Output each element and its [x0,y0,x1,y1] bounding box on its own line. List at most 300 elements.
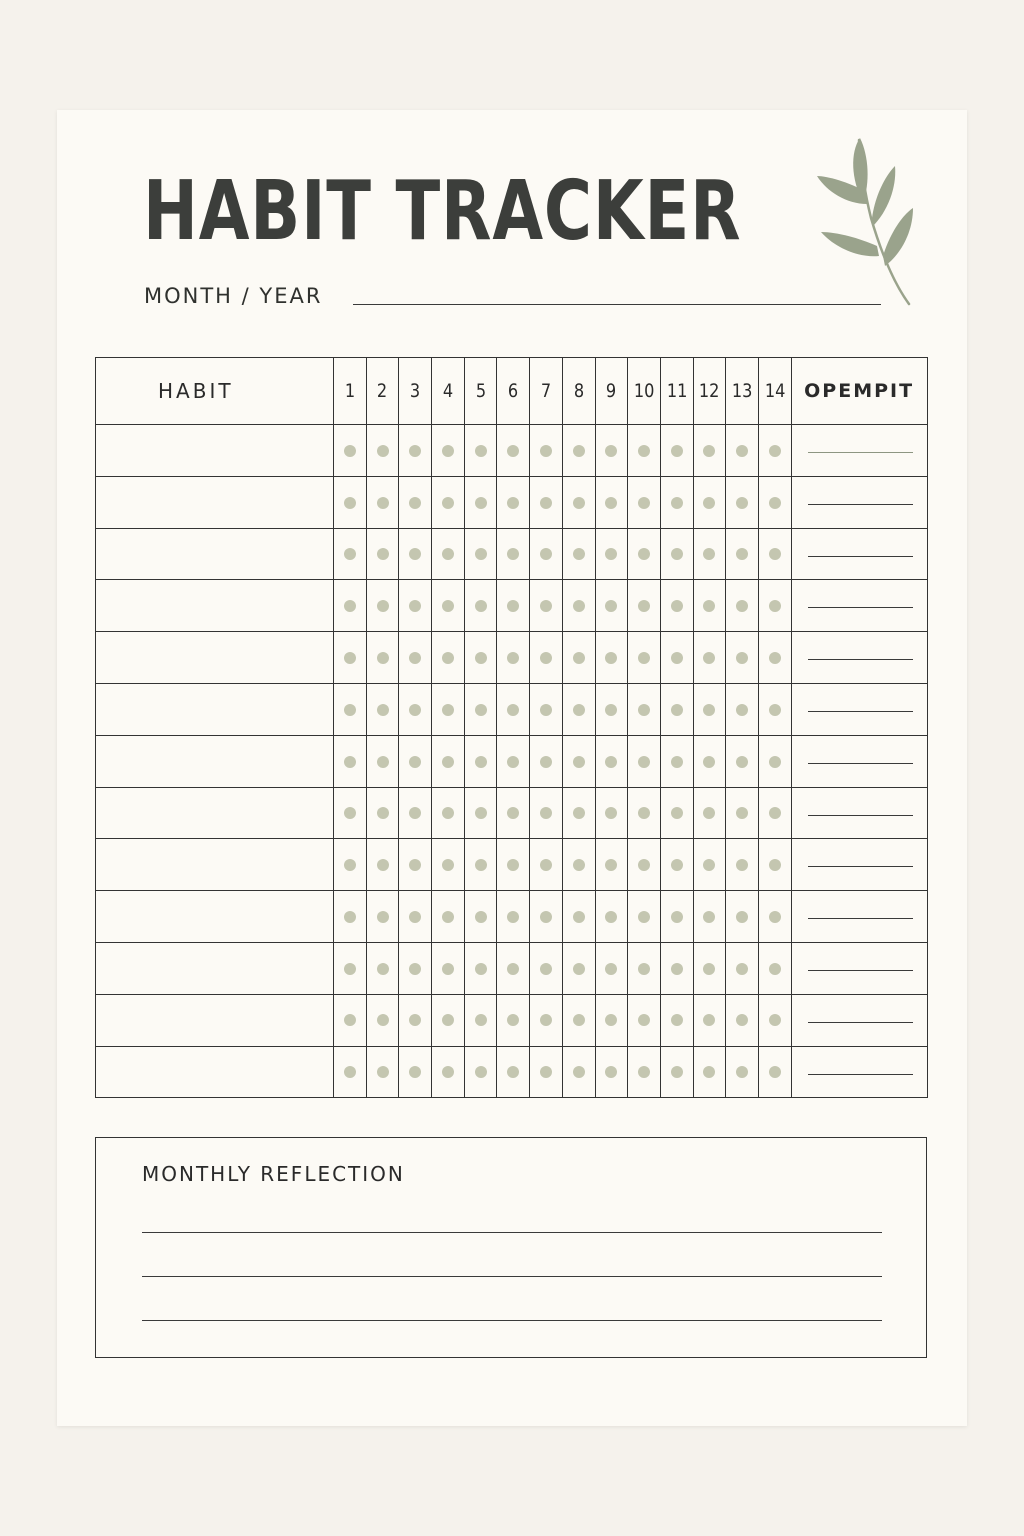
tracking-dot [507,807,519,819]
day-checkbox-cell[interactable] [334,1046,367,1098]
day-checkbox-cell[interactable] [530,476,563,528]
tracking-dot [638,704,650,716]
day-checkbox-cell[interactable] [758,735,791,787]
tracking-dot [736,548,748,560]
day-checkbox-cell[interactable] [660,476,693,528]
day-checkbox-cell[interactable] [464,942,497,994]
day-checkbox-cell[interactable] [693,735,726,787]
day-checkbox-cell[interactable] [628,839,661,891]
day-checkbox-cell[interactable] [399,1046,432,1098]
tracking-dot [736,963,748,975]
day-checkbox-cell[interactable] [530,787,563,839]
tracking-dot [540,497,552,509]
tracking-dot [769,963,781,975]
day-checkbox-cell[interactable] [432,683,465,735]
day-header-14 [758,358,791,425]
tracking-dot [540,1014,552,1026]
day-checkbox-cell[interactable] [399,787,432,839]
tracking-dot [475,911,487,923]
write-in-line [808,711,913,712]
tracking-dot [540,704,552,716]
extra-column-cell[interactable] [791,735,927,787]
day-checkbox-cell[interactable] [726,942,759,994]
tracking-dot [377,756,389,768]
habit-name-cell[interactable] [96,528,334,580]
day-checkbox-cell[interactable] [726,476,759,528]
day-number: 1 [344,380,355,402]
tracking-dot [540,1066,552,1078]
day-checkbox-cell[interactable] [399,632,432,684]
habit-name-cell[interactable] [96,632,334,684]
day-checkbox-cell[interactable] [334,994,367,1046]
day-checkbox-cell[interactable] [432,476,465,528]
day-checkbox-cell[interactable] [726,735,759,787]
habit-name-cell[interactable] [96,735,334,787]
day-checkbox-cell[interactable] [464,1046,497,1098]
habit-row [96,528,928,580]
habit-name-cell[interactable] [96,994,334,1046]
day-checkbox-cell[interactable] [562,683,595,735]
tracking-dot [540,859,552,871]
tracking-dot [377,1014,389,1026]
day-checkbox-cell[interactable] [628,528,661,580]
day-checkbox-cell[interactable] [530,735,563,787]
day-checkbox-cell[interactable] [334,942,367,994]
day-checkbox-cell[interactable] [497,839,530,891]
day-checkbox-cell[interactable] [726,580,759,632]
day-checkbox-cell[interactable] [366,735,399,787]
tracking-dot [671,911,683,923]
habit-name-cell[interactable] [96,580,334,632]
write-in-line [808,866,913,867]
day-checkbox-cell[interactable] [726,839,759,891]
day-checkbox-cell[interactable] [432,632,465,684]
day-checkbox-cell[interactable] [562,528,595,580]
day-checkbox-cell[interactable] [334,580,367,632]
tracking-dot [605,497,617,509]
day-checkbox-cell[interactable] [595,632,628,684]
day-checkbox-cell[interactable] [726,683,759,735]
tracking-dot [638,911,650,923]
day-checkbox-cell[interactable] [693,476,726,528]
day-checkbox-cell[interactable] [562,787,595,839]
tracking-dot [540,652,552,664]
reflection-write-line[interactable] [142,1232,882,1233]
day-checkbox-cell[interactable] [726,425,759,477]
day-checkbox-cell[interactable] [595,683,628,735]
day-checkbox-cell[interactable] [497,683,530,735]
day-checkbox-cell[interactable] [693,528,726,580]
extra-column-cell[interactable] [791,528,927,580]
day-checkbox-cell[interactable] [595,942,628,994]
extra-column-cell[interactable] [791,1046,927,1098]
day-checkbox-cell[interactable] [497,528,530,580]
tracking-dot [442,859,454,871]
day-checkbox-cell[interactable] [660,425,693,477]
day-checkbox-cell[interactable] [399,683,432,735]
tracking-dot [442,497,454,509]
day-checkbox-cell[interactable] [497,632,530,684]
day-checkbox-cell[interactable] [530,994,563,1046]
day-checkbox-cell[interactable] [726,994,759,1046]
day-checkbox-cell[interactable] [595,1046,628,1098]
day-checkbox-cell[interactable] [628,891,661,943]
tracking-dot [638,548,650,560]
day-checkbox-cell[interactable] [366,1046,399,1098]
extra-column-cell[interactable] [791,476,927,528]
day-checkbox-cell[interactable] [660,683,693,735]
day-checkbox-cell[interactable] [726,891,759,943]
day-checkbox-cell[interactable] [399,580,432,632]
day-checkbox-cell[interactable] [334,425,367,477]
tracking-dot [769,497,781,509]
day-checkbox-cell[interactable] [399,839,432,891]
day-checkbox-cell[interactable] [660,1046,693,1098]
day-checkbox-cell[interactable] [758,528,791,580]
day-checkbox-cell[interactable] [660,891,693,943]
day-checkbox-cell[interactable] [628,787,661,839]
extra-column-cell[interactable] [791,425,927,477]
day-checkbox-cell[interactable] [530,839,563,891]
tracking-dot [736,1014,748,1026]
day-checkbox-cell[interactable] [530,891,563,943]
day-checkbox-cell[interactable] [726,632,759,684]
day-checkbox-cell[interactable] [758,476,791,528]
day-checkbox-cell[interactable] [432,528,465,580]
day-checkbox-cell[interactable] [758,683,791,735]
day-checkbox-cell[interactable] [366,891,399,943]
day-checkbox-cell[interactable] [562,425,595,477]
day-checkbox-cell[interactable] [366,994,399,1046]
day-checkbox-cell[interactable] [530,580,563,632]
day-checkbox-cell[interactable] [628,942,661,994]
tracking-dot [671,963,683,975]
tracking-dot [769,704,781,716]
day-checkbox-cell[interactable] [334,735,367,787]
day-checkbox-cell[interactable] [497,425,530,477]
day-checkbox-cell[interactable] [726,787,759,839]
day-checkbox-cell[interactable] [595,994,628,1046]
day-checkbox-cell[interactable] [399,891,432,943]
tracking-dot [475,1014,487,1026]
day-checkbox-cell[interactable] [497,580,530,632]
day-checkbox-cell[interactable] [366,787,399,839]
grid-header-row [96,358,928,425]
day-checkbox-cell[interactable] [464,425,497,477]
day-checkbox-cell[interactable] [432,994,465,1046]
habit-column-header: HABIT [96,358,334,425]
day-checkbox-cell[interactable] [432,839,465,891]
tracking-dot [573,1066,585,1078]
day-checkbox-cell[interactable] [432,425,465,477]
day-checkbox-cell[interactable] [366,683,399,735]
extra-column-cell[interactable] [791,891,927,943]
day-checkbox-cell[interactable] [595,839,628,891]
habit-name-cell[interactable] [96,942,334,994]
day-checkbox-cell[interactable] [399,994,432,1046]
tracking-dot [638,807,650,819]
day-checkbox-cell[interactable] [399,942,432,994]
day-checkbox-cell[interactable] [758,942,791,994]
tracking-dot [344,911,356,923]
reflection-write-line[interactable] [142,1320,882,1321]
tracking-dot [605,652,617,664]
day-checkbox-cell[interactable] [334,476,367,528]
day-checkbox-cell[interactable] [660,580,693,632]
day-checkbox-cell[interactable] [562,1046,595,1098]
day-checkbox-cell[interactable] [660,994,693,1046]
tracking-dot [703,548,715,560]
day-checkbox-cell[interactable] [464,787,497,839]
day-checkbox-cell[interactable] [366,580,399,632]
day-checkbox-cell[interactable] [432,942,465,994]
day-header-4 [432,358,465,425]
tracking-dot [769,807,781,819]
day-checkbox-cell[interactable] [530,942,563,994]
day-number: 8 [573,380,584,402]
day-checkbox-cell[interactable] [660,528,693,580]
day-checkbox-cell[interactable] [628,1046,661,1098]
day-checkbox-cell[interactable] [693,942,726,994]
tracking-dot [475,445,487,457]
day-checkbox-cell[interactable] [758,787,791,839]
tracking-dot [507,1066,519,1078]
day-checkbox-cell[interactable] [334,632,367,684]
day-checkbox-cell[interactable] [399,425,432,477]
extra-column-cell[interactable] [791,787,927,839]
day-checkbox-cell[interactable] [497,942,530,994]
day-checkbox-cell[interactable] [334,683,367,735]
day-checkbox-cell[interactable] [758,1046,791,1098]
month-year-field[interactable] [353,304,881,305]
day-checkbox-cell[interactable] [399,735,432,787]
day-checkbox-cell[interactable] [628,476,661,528]
habit-name-cell[interactable] [96,683,334,735]
tracking-dot [540,963,552,975]
tracking-dot [344,600,356,612]
tracking-dot [475,807,487,819]
extra-column-cell[interactable] [791,839,927,891]
day-checkbox-cell[interactable] [693,787,726,839]
day-checkbox-cell[interactable] [497,787,530,839]
tracking-dot [475,859,487,871]
day-checkbox-cell[interactable] [758,994,791,1046]
tracking-dot [409,1066,421,1078]
tracking-dot [573,963,585,975]
tracking-dot [344,963,356,975]
habit-row [96,994,928,1046]
day-checkbox-cell[interactable] [628,683,661,735]
tracking-dot [377,704,389,716]
habit-name-cell[interactable] [96,787,334,839]
tracking-dot [409,600,421,612]
tracking-dot [409,652,421,664]
day-checkbox-cell[interactable] [693,425,726,477]
day-checkbox-cell[interactable] [497,891,530,943]
write-in-line [808,607,913,608]
day-checkbox-cell[interactable] [530,683,563,735]
day-number: 14 [764,380,786,402]
tracking-dot [736,445,748,457]
day-checkbox-cell[interactable] [693,580,726,632]
day-checkbox-cell[interactable] [497,735,530,787]
tracking-dot [442,1014,454,1026]
day-checkbox-cell[interactable] [758,632,791,684]
day-number: 12 [699,380,720,402]
day-checkbox-cell[interactable] [693,994,726,1046]
day-header-9 [595,358,628,425]
day-checkbox-cell[interactable] [595,580,628,632]
day-checkbox-cell[interactable] [562,632,595,684]
tracking-dot [769,756,781,768]
day-checkbox-cell[interactable] [660,735,693,787]
day-checkbox-cell[interactable] [660,632,693,684]
day-checkbox-cell[interactable] [758,580,791,632]
day-checkbox-cell[interactable] [530,1046,563,1098]
habit-tracker-sheet [57,110,967,1426]
tracking-dot [409,1014,421,1026]
tracking-dot [605,859,617,871]
tracking-dot [605,704,617,716]
day-checkbox-cell[interactable] [758,891,791,943]
day-checkbox-cell[interactable] [595,528,628,580]
tracking-dot [442,963,454,975]
tracking-dot [344,756,356,768]
tracking-dot [475,600,487,612]
day-checkbox-cell[interactable] [497,994,530,1046]
day-checkbox-cell[interactable] [464,683,497,735]
day-checkbox-cell[interactable] [628,735,661,787]
tracking-dot [769,600,781,612]
habit-name-cell[interactable] [96,425,334,477]
tracking-dot [703,1014,715,1026]
extra-column-cell[interactable] [791,683,927,735]
habit-name-cell[interactable] [96,891,334,943]
day-checkbox-cell[interactable] [432,891,465,943]
day-checkbox-cell[interactable] [366,528,399,580]
day-checkbox-cell[interactable] [497,476,530,528]
day-checkbox-cell[interactable] [726,528,759,580]
day-checkbox-cell[interactable] [628,632,661,684]
day-checkbox-cell[interactable] [464,891,497,943]
habit-grid [95,357,928,1098]
day-number: 9 [606,380,617,402]
day-checkbox-cell[interactable] [432,787,465,839]
tracking-dot [540,807,552,819]
habit-row [96,735,928,787]
day-checkbox-cell[interactable] [530,632,563,684]
day-checkbox-cell[interactable] [497,1046,530,1098]
day-checkbox-cell[interactable] [693,839,726,891]
day-checkbox-cell[interactable] [432,1046,465,1098]
day-checkbox-cell[interactable] [562,735,595,787]
day-checkbox-cell[interactable] [660,839,693,891]
day-checkbox-cell[interactable] [530,528,563,580]
tracking-dot [344,1066,356,1078]
day-checkbox-cell[interactable] [334,891,367,943]
tracking-dot [573,911,585,923]
tracking-dot [507,911,519,923]
tracking-dot [573,756,585,768]
day-checkbox-cell[interactable] [562,839,595,891]
day-checkbox-cell[interactable] [562,891,595,943]
day-checkbox-cell[interactable] [464,580,497,632]
day-checkbox-cell[interactable] [595,735,628,787]
tracking-dot [475,756,487,768]
day-checkbox-cell[interactable] [464,632,497,684]
day-checkbox-cell[interactable] [660,942,693,994]
day-checkbox-cell[interactable] [334,528,367,580]
day-checkbox-cell[interactable] [693,632,726,684]
day-checkbox-cell[interactable] [399,476,432,528]
page-title: HABIT TRACKER [143,164,742,259]
day-checkbox-cell[interactable] [399,528,432,580]
day-checkbox-cell[interactable] [693,1046,726,1098]
day-checkbox-cell[interactable] [595,476,628,528]
day-checkbox-cell[interactable] [464,735,497,787]
tracking-dot [736,807,748,819]
extra-column-cell[interactable] [791,632,927,684]
tracking-dot [377,600,389,612]
habit-name-cell[interactable] [96,1046,334,1098]
day-checkbox-cell[interactable] [464,839,497,891]
day-checkbox-cell[interactable] [334,839,367,891]
day-checkbox-cell[interactable] [464,476,497,528]
day-checkbox-cell[interactable] [530,425,563,477]
day-header-7 [530,358,563,425]
day-checkbox-cell[interactable] [562,580,595,632]
day-checkbox-cell[interactable] [660,787,693,839]
day-checkbox-cell[interactable] [693,683,726,735]
reflection-write-line[interactable] [142,1276,882,1277]
day-checkbox-cell[interactable] [758,425,791,477]
write-in-line [808,763,913,764]
day-checkbox-cell[interactable] [432,580,465,632]
day-checkbox-cell[interactable] [562,476,595,528]
day-checkbox-cell[interactable] [366,632,399,684]
day-checkbox-cell[interactable] [693,891,726,943]
day-checkbox-cell[interactable] [432,735,465,787]
habit-name-cell[interactable] [96,476,334,528]
day-checkbox-cell[interactable] [366,476,399,528]
day-checkbox-cell[interactable] [595,787,628,839]
extra-column-cell[interactable] [791,580,927,632]
tracking-dot [671,1066,683,1078]
habit-name-cell[interactable] [96,839,334,891]
day-checkbox-cell[interactable] [595,891,628,943]
day-checkbox-cell[interactable] [464,528,497,580]
day-checkbox-cell[interactable] [628,425,661,477]
day-checkbox-cell[interactable] [562,994,595,1046]
habit-row [96,476,928,528]
day-checkbox-cell[interactable] [595,425,628,477]
day-checkbox-cell[interactable] [758,839,791,891]
day-checkbox-cell[interactable] [628,994,661,1046]
extra-column-cell[interactable] [791,994,927,1046]
day-checkbox-cell[interactable] [366,425,399,477]
day-checkbox-cell[interactable] [464,994,497,1046]
day-checkbox-cell[interactable] [334,787,367,839]
day-checkbox-cell[interactable] [366,839,399,891]
write-in-line [808,1074,913,1075]
day-checkbox-cell[interactable] [628,580,661,632]
tracking-dot [475,548,487,560]
day-checkbox-cell[interactable] [726,1046,759,1098]
tracking-dot [507,704,519,716]
extra-column-cell[interactable] [791,942,927,994]
day-checkbox-cell[interactable] [562,942,595,994]
day-checkbox-cell[interactable] [366,942,399,994]
